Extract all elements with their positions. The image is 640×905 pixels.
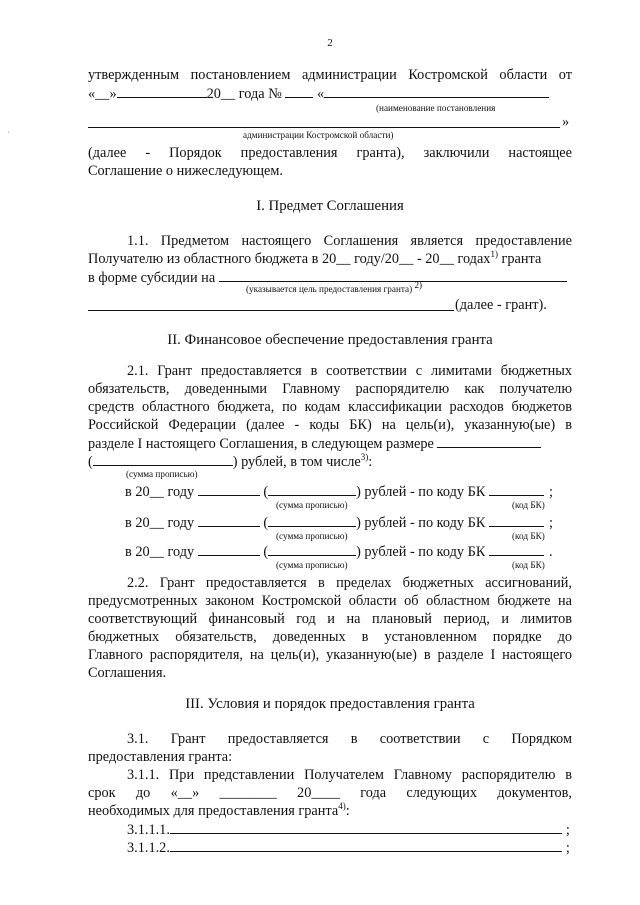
number-blank [285, 84, 313, 98]
year-row-2-paren: ( [263, 515, 269, 531]
s2-p1-line-5-text: разделе I настоящего Соглашения, в следующем размере [88, 436, 434, 452]
paren-open: ( [88, 454, 93, 470]
year-row-1-note-code: (код БК) [512, 500, 545, 510]
year-row-3-note-sum: (сумма прописью) [276, 560, 348, 570]
s1-p1-line-2-text: Получателю из областного бюджета в 20__ году/20__ - 20__ годах [88, 251, 491, 267]
intro-line-1: утвержденным постановлением администрации Костромской области от [88, 67, 572, 83]
amount-words-blank [93, 452, 233, 466]
footnote-ref-3: 3) [360, 452, 369, 463]
page-number: 2 [327, 37, 333, 49]
s2-p1-line-3: средств областного бюджета, по кодам классификации расходов бюджетов [88, 399, 572, 415]
item-3-1-1-2-blank [170, 838, 562, 852]
note-words: (сумма прописью) [126, 469, 198, 479]
s3-p2-line-1: 3.1.1. При представлении Получателем Главному распорядителю в [127, 767, 572, 783]
year-row-3-sum-blank [268, 542, 356, 556]
s1-p1-line-2 [88, 250, 572, 268]
title-blank-2 [88, 127, 560, 128]
s2-p1-line-4: Российской Федерации (далее - коды БК) на цель(и), указанную(ые) в [88, 417, 572, 433]
year-row-1-end: ; [548, 484, 553, 500]
s2-p2-line-5: Главного распорядителя, на цель(и), указанную(ые) в разделе I настоящего [88, 647, 572, 663]
s2-p1-line-5 [88, 434, 572, 453]
goal-blank-2 [88, 310, 454, 311]
close-quote: » [562, 114, 570, 130]
year-row-2-end: ; [548, 515, 553, 531]
footnote-ref-2: 2) [414, 279, 422, 290]
year-row-3 [125, 542, 575, 561]
year-row-3-end: . [548, 544, 553, 560]
year-row-2-note-code: (код БК) [512, 531, 545, 541]
s1-p1-line-4-end: (далее - грант). [455, 297, 547, 313]
year-row-1-sum-blank [268, 482, 356, 496]
s1-p1-line-2-end: гранта [497, 251, 542, 267]
item-3-1-1-1-label: 3.1.1.1. [127, 822, 170, 838]
s3-p2-line-2: срок до «__» ________ 20____ года следующих документов, [88, 785, 572, 801]
year-row-3-text: ) рублей - по коду БК [356, 544, 486, 560]
year-row-1 [125, 482, 575, 501]
day-placeholder: «__» [88, 86, 117, 102]
s3-p1-line-2: предоставления гранта: [88, 749, 233, 765]
item-3-1-1-2 [127, 838, 572, 857]
year-row-2-sum-blank [268, 513, 356, 527]
intro-line-4: (далее - Порядок предоставления гранта), заключили настоящее [88, 145, 572, 161]
year-row-1-note-sum: (сумма прописью) [276, 500, 348, 510]
year-number-label: 20__ года № [206, 86, 282, 102]
item-3-1-1-2-label: 3.1.1.2. [127, 840, 170, 856]
year-row-2-label: в 20__ году [125, 515, 195, 531]
s2-p1-line-1: 2.1. Грант предоставляется в соответствии с лимитами бюджетных [127, 363, 572, 379]
footnote-ref-4: 4) [338, 801, 346, 812]
s3-p1-line-1: 3.1. Грант предоставляется в соответствии с Порядком [127, 731, 572, 747]
s3-p2-line-3-end: : [345, 803, 350, 819]
s1-p1-line-1: 1.1. Предметом настоящего Соглашения является предоставление [127, 233, 572, 249]
s1-p1-line-3-text: в форме субсидии на [88, 270, 216, 286]
item-3-1-1-1-blank [170, 820, 562, 834]
amount-blank [437, 434, 541, 448]
goal-blank [219, 268, 567, 282]
month-blank [117, 84, 207, 98]
year-row-1-code-blank [489, 482, 544, 496]
colon: : [368, 454, 373, 470]
note-admin: администрации Костромской области) [243, 130, 394, 140]
year-row-2-blank [198, 513, 260, 527]
footnote-ref-1: 1) [490, 249, 498, 260]
s2-p1-line-2: обязательств, доведенными Главному распорядителю как получателю [88, 381, 572, 397]
title-blank [324, 84, 549, 98]
note-goal [246, 279, 422, 294]
year-row-1-paren: ( [263, 484, 269, 500]
intro-line-2 [88, 84, 572, 103]
item-3-1-1-2-end: ; [565, 840, 570, 856]
year-row-3-blank [198, 542, 260, 556]
note-title: (наименование постановления [376, 103, 496, 113]
s3-p2-line-3-text: необходимых для предоставления гранта [88, 803, 339, 819]
s2-p2-line-2: предусмотренных законом Костромской области об областном бюджете на [88, 593, 572, 609]
s3-p2-line-3 [88, 802, 572, 820]
year-row-2 [125, 513, 575, 532]
intro-line-5: Соглашение о нижеследующем. [88, 163, 284, 179]
margin-mark: , [8, 128, 10, 134]
note-goal-text: (указывается цель предоставления гранта) [246, 284, 413, 294]
item-3-1-1-1 [127, 820, 572, 839]
year-row-2-text: ) рублей - по коду БК [356, 515, 486, 531]
s2-p2-line-4: бюджетных обязательств, доведенных в установленном порядке до [88, 629, 572, 645]
s2-p2-line-1: 2.2. Грант предоставляется в пределах бюджетных ассигнований, [127, 575, 572, 591]
year-row-3-paren: ( [263, 544, 269, 560]
s2-p2-line-3: соответствующий финансовый год и на плановый период, и лимитов [88, 611, 572, 627]
year-row-1-text: ) рублей - по коду БК [356, 484, 486, 500]
year-row-2-code-blank [489, 513, 544, 527]
section-1-heading: I. Предмет Соглашения [256, 198, 404, 214]
section-3-heading: III. Условия и порядок предоставления гранта [185, 696, 475, 712]
year-row-3-label: в 20__ году [125, 544, 195, 560]
year-row-1-label: в 20__ году [125, 484, 195, 500]
rubles-including: ) рублей, в том числе [232, 454, 361, 470]
year-row-2-note-sum: (сумма прописью) [276, 531, 348, 541]
year-row-3-code-blank [489, 542, 544, 556]
section-2-heading: II. Финансовое обеспечение предоставления гранта [167, 332, 493, 348]
open-quote: « [317, 86, 325, 102]
s2-p2-line-6: Соглашения. [88, 665, 167, 681]
year-row-1-blank [198, 482, 260, 496]
year-row-3-note-code: (код БК) [512, 560, 545, 570]
item-3-1-1-1-end: ; [565, 822, 570, 838]
